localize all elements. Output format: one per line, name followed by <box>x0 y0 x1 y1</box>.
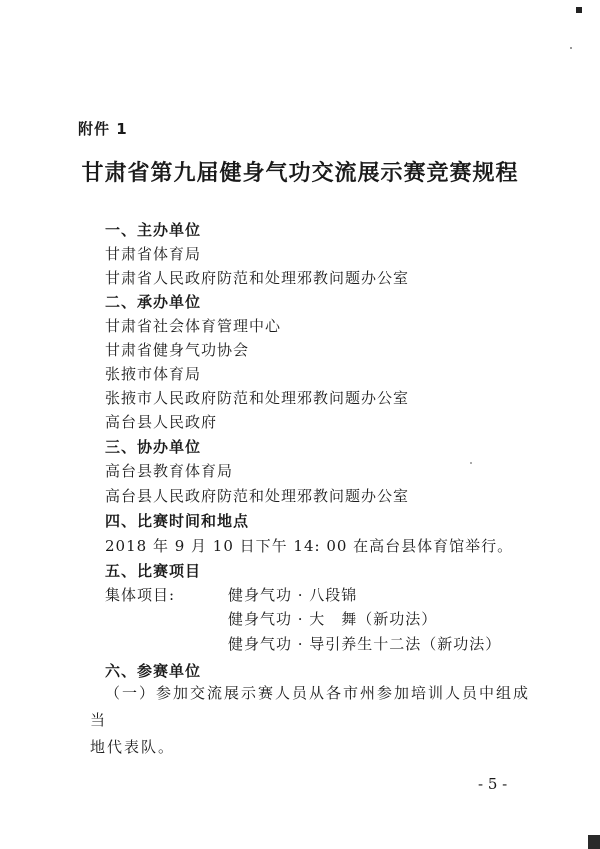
section-heading: 三、协办单位 <box>105 438 202 456</box>
scan-speck <box>470 462 472 464</box>
section-heading: 六、参赛单位 <box>105 662 202 680</box>
body-line: 张掖市体育局 <box>105 365 202 383</box>
scan-edge <box>588 835 600 849</box>
project-item: 健身气功 · 导引养生十二法（新功法） <box>228 635 502 653</box>
body-line: 甘肃省体育局 <box>105 245 202 263</box>
section-heading: 五、比赛项目 <box>105 562 202 580</box>
page-number: - 5 - <box>478 775 508 793</box>
paragraph-line: 地代表队。 <box>90 738 176 756</box>
scan-mark <box>576 7 582 13</box>
attachment-label: 附件 1 <box>78 120 128 138</box>
body-line: 甘肃省健身气功协会 <box>105 341 250 359</box>
section-heading: 四、比赛时间和地点 <box>105 512 250 530</box>
project-label: 集体项目: <box>105 586 176 604</box>
paragraph-line: （一）参加交流展示赛人员从各市州参加培训人员中组成当 <box>90 684 531 729</box>
project-item: 健身气功 · 八段锦 <box>228 586 358 604</box>
section-heading: 一、主办单位 <box>105 221 202 239</box>
project-item: 健身气功 · 大 舞（新功法） <box>228 610 438 628</box>
body-line: 2018 年 9 月 10 日下午 14: 00 在高台县体育馆举行。 <box>105 537 514 555</box>
document-title: 甘肃省第九届健身气功交流展示赛竞赛规程 <box>81 160 519 186</box>
section-heading: 二、承办单位 <box>105 293 202 311</box>
body-line: 高台县教育体育局 <box>105 462 234 480</box>
body-line: 张掖市人民政府防范和处理邪教问题办公室 <box>105 389 410 407</box>
scan-speck <box>570 47 572 49</box>
body-paragraph <box>90 680 530 761</box>
body-line: 甘肃省人民政府防范和处理邪教问题办公室 <box>105 269 410 287</box>
body-line: 甘肃省社会体育管理中心 <box>105 317 282 335</box>
body-line: 高台县人民政府防范和处理邪教问题办公室 <box>105 487 410 505</box>
body-line: 高台县人民政府 <box>105 413 218 431</box>
